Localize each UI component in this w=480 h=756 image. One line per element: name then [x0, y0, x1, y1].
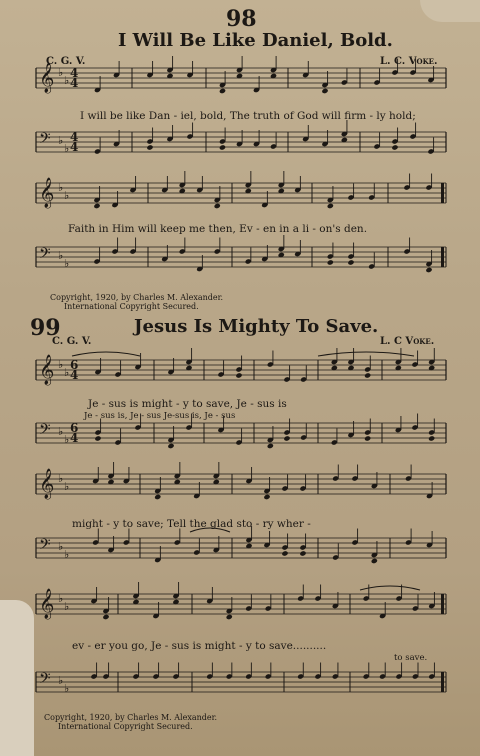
flat-icon: ♭	[64, 682, 70, 695]
flat-icon: ♭	[64, 600, 70, 613]
note	[283, 435, 290, 441]
flat-icon: ♭	[58, 358, 64, 371]
hymn-98-title: I Will Be Like Daniel, Bold.	[118, 30, 393, 51]
hymn-99-copyright-line-2: International Copyright Secured.	[58, 722, 193, 731]
time-signature-bottom: 4	[70, 140, 79, 154]
treble-clef-icon: 𝄞	[39, 63, 55, 93]
staff-4	[36, 235, 446, 273]
flat-icon: ♭	[58, 181, 64, 194]
note	[94, 435, 101, 441]
flat-icon: ♭	[64, 142, 70, 155]
flat-icon: ♭	[64, 366, 70, 379]
hymn-99-title: Jesus Is Mighty To Save.	[134, 316, 379, 337]
note	[327, 203, 334, 209]
time-signature-top: 6	[70, 421, 79, 435]
hymn-99-words-credit: C. G. V.	[52, 336, 92, 347]
note	[364, 372, 371, 378]
hymn-99-copyright-line-1: Copyright, 1920, by Charles M. Alexander.	[44, 713, 218, 722]
note	[425, 267, 432, 273]
note	[146, 144, 153, 150]
hymn-98-lyrics-line-2: Faith in Him will keep me then, Ev - en in a li - on's den.	[68, 223, 368, 235]
hymn-99-number: 99	[30, 315, 61, 341]
flat-icon: ♭	[64, 189, 70, 202]
treble-clef-icon: 𝄞	[39, 589, 55, 619]
flat-icon: ♭	[64, 74, 70, 87]
staff-6	[36, 414, 446, 450]
note	[267, 443, 274, 449]
staff-lines	[36, 56, 446, 695]
staff-5	[36, 348, 446, 386]
hymn-99-lyrics-line-1-alt: Je - sus is, Je - sus Je-sus is, Je - sus	[84, 411, 236, 421]
hymn-99-lyrics-line-2: might - y to save; Tell the glad sto - ry wher -	[72, 518, 311, 530]
hymn-98-copyright-line-1: Copyright, 1920, by Charles M. Alexander.	[50, 293, 224, 302]
staff-8	[36, 526, 446, 564]
note	[154, 494, 161, 500]
hymn-99-lyrics-line-1: Je - sus is might - y to save, Je - sus is	[88, 398, 287, 410]
slur	[190, 528, 230, 532]
slur	[318, 352, 414, 356]
note	[371, 558, 378, 564]
hymn-98-lyrics-line-1: I will be like Dan - iel, bold, The truth of God will firm - ly hold;	[80, 110, 416, 122]
staff-2	[36, 120, 446, 155]
bass-clef-icon: 𝄢	[39, 670, 51, 691]
note	[167, 443, 174, 449]
flat-icon: ♭	[58, 249, 64, 262]
flat-icon: ♭	[58, 425, 64, 438]
flat-icon: ♭	[58, 592, 64, 605]
flat-icon: ♭	[58, 540, 64, 553]
hymn-98-words-credit: C. G. V.	[46, 56, 86, 67]
note	[219, 144, 226, 150]
note	[299, 550, 306, 556]
bass-clef-icon: 𝄢	[39, 245, 51, 266]
note	[364, 435, 371, 441]
flat-icon: ♭	[58, 674, 64, 687]
flat-icon: ♭	[64, 480, 70, 493]
flat-icon: ♭	[58, 472, 64, 485]
time-signature-bottom: 4	[70, 368, 79, 382]
time-signatures	[70, 66, 78, 445]
bass-clef-icon: 𝄢	[39, 536, 51, 557]
bass-clef-icon: 𝄢	[39, 421, 51, 442]
note	[321, 88, 328, 94]
note	[93, 203, 100, 209]
treble-clef-icon: 𝄞	[39, 178, 55, 208]
note	[214, 203, 221, 209]
staff-9	[36, 582, 446, 620]
time-signature-bottom: 4	[70, 431, 79, 445]
note	[327, 259, 334, 265]
slur	[72, 352, 140, 356]
note	[235, 372, 242, 378]
hymn-99-lyrics-line-3: ev - er you go, Je - sus is might - y to save..........	[72, 640, 327, 652]
bass-clef-icon: 𝄢	[39, 130, 51, 151]
time-signature-top: 4	[70, 130, 79, 144]
staff-3	[36, 171, 446, 209]
flat-icon: ♭	[64, 548, 70, 561]
treble-clef-icon: 𝄞	[39, 355, 55, 385]
hymn-99-music-credit: L. C Voke.	[380, 336, 435, 347]
note	[226, 614, 233, 620]
staff-1	[36, 56, 446, 94]
treble-clef-icon: 𝄞	[39, 469, 55, 499]
staff-7	[36, 462, 446, 500]
staff-10	[36, 663, 446, 696]
time-signature-bottom: 4	[70, 76, 79, 90]
note	[347, 259, 354, 265]
flat-icon: ♭	[58, 66, 64, 79]
note	[281, 550, 288, 556]
note	[391, 144, 398, 150]
hymn-99-lyrics-line-3-alt: to save.	[394, 653, 428, 663]
time-signature-top: 4	[70, 66, 79, 80]
note	[428, 435, 435, 441]
flat-icon: ♭	[64, 433, 70, 446]
hymn-98-music-credit: L. C. Voke.	[380, 56, 438, 67]
flat-icon: ♭	[64, 257, 70, 270]
time-signature-top: 6	[70, 358, 79, 372]
flat-icon: ♭	[58, 134, 64, 147]
hymn-98-copyright-line-2: International Copyright Secured.	[64, 302, 199, 311]
note	[219, 88, 226, 94]
note	[102, 614, 109, 620]
hymn-98-number: 98	[226, 6, 257, 32]
note	[263, 494, 270, 500]
